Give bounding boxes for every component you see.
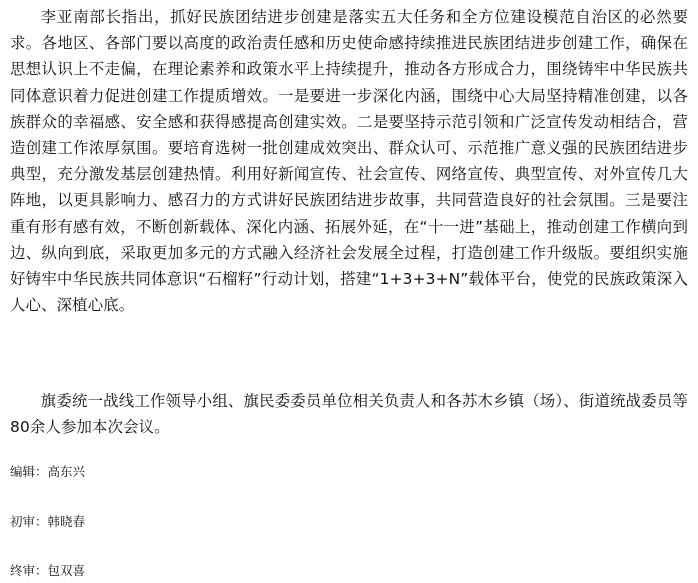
article-paragraph-attendees: 旗委统一战线工作领导小组、旗民委委员单位相关负责人和各苏木乡镇（场）、街道统战委员等80余人参加本次会议。 xyxy=(10,392,688,437)
final-review-credit: 终审：包双喜 xyxy=(10,563,86,578)
first-review-credit: 初审：韩晓春 xyxy=(10,514,86,529)
article-paragraph-speech: 李亚南部长指出，抓好民族团结进步创建是落实五大任务和全方位建设模范自治区的必然要求。各地区、各部门要以高度的政治责任感和历史使命感持续推进民族团结进步创建工作，确保在思想认识上不走偏，在理论素养和政策水平上持续提升，推动各方形成合力，围绕铸牢中华民族共同体意识着力促进创建工作提质增效。一是要进一步深化内涵，围绕中心大局坚持精准创建，以各族群众的幸福感、安全感和获得感提高创建实效。二是要坚持示范引领和广泛宣传发动相结合，营造创建工作浓厚氛围。要培育选树一批创建成效突出、群众认可、示范推广意义强的民族团结进步典型，充分激发基层创建热情。利用好新闻宣传、社会宣传、网络宣传、典型宣传、对外宣传几大阵地，以更具影响力、感召力的方式讲好民族团结进步故事，共同营造良好的社会氛围。三是要注重有形有感有效，不断创新载体、深化内涵、拓展外延，在“十一进”基础上，推动创建工作横向到边、纵向到底，采取更加多元的方式融入经济社会发展全过程，打造创建工作升级版。要组织实施好铸牢中华民族共同体意识“石榴籽”行动计划，搭建“1+3+3+N”载体平台，使党的民族政策深入人心、深植心底。 xyxy=(10,8,688,315)
editor-credit: 编辑：高东兴 xyxy=(10,464,86,479)
